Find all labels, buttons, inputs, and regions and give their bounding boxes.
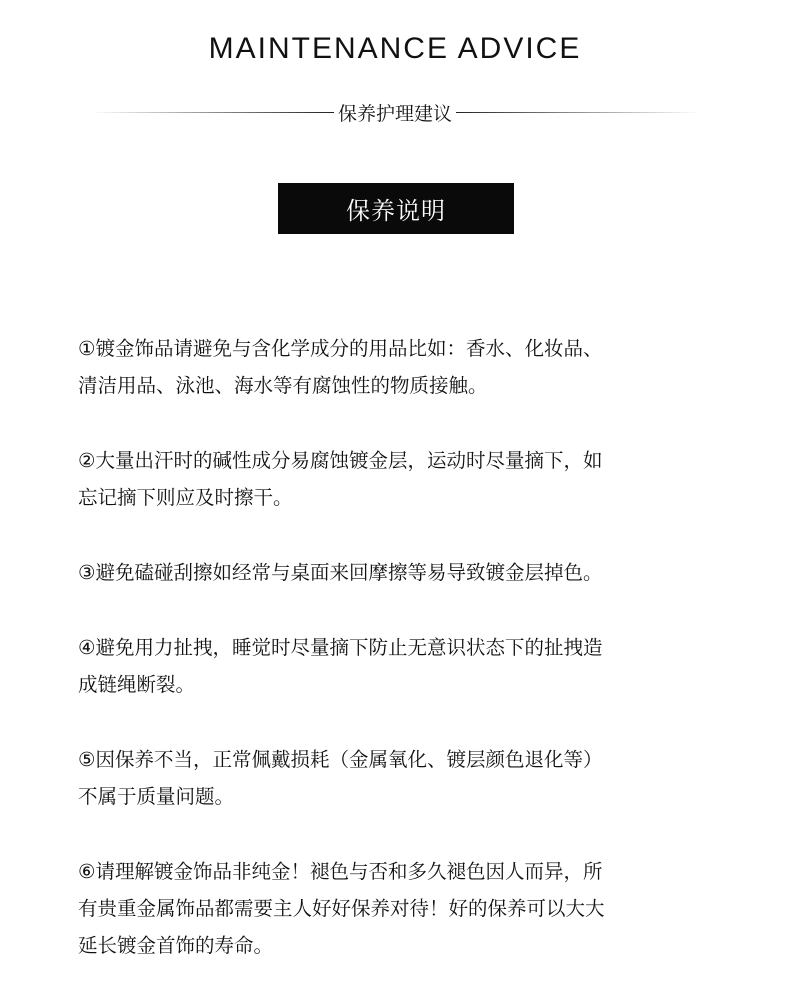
advice-line: 清洁用品、泳池、海水等有腐蚀性的物质接触。 [78, 374, 488, 397]
advice-line: ⑥请理解镀金饰品非纯金！褪色与否和多久褪色因人而异，所 [78, 860, 603, 883]
advice-line: ②大量出汗时的碱性成分易腐蚀镀金层，运动时尽量摘下，如 [78, 449, 603, 472]
right-divider [456, 112, 700, 113]
advice-line: 不属于质量问题。 [78, 785, 235, 808]
section-banner: 保养说明 [278, 183, 514, 234]
page-title: MAINTENANCE ADVICE [208, 32, 582, 65]
advice-item-4 [78, 629, 718, 703]
advice-item-2 [78, 442, 718, 516]
left-divider [90, 112, 334, 113]
advice-line: ①镀金饰品请避免与含化学成分的用品比如：香水、化妆品、 [78, 337, 603, 360]
page-subtitle: 保养护理建议 [338, 102, 453, 125]
advice-item-3 [78, 554, 718, 591]
advice-line: ④避免用力扯拽，睡觉时尽量摘下防止无意识状态下的扯拽造 [78, 636, 603, 659]
advice-line: ⑤因保养不当，正常佩戴损耗（金属氧化、镀层颜色退化等） [78, 748, 603, 771]
advice-line: 延长镀金首饰的寿命。 [78, 934, 274, 957]
advice-item-5 [78, 741, 718, 815]
advice-list [78, 330, 718, 1002]
advice-line: 忘记摘下则应及时擦干。 [78, 486, 293, 509]
advice-line: ③避免磕碰刮擦如经常与桌面来回摩擦等易导致镀金层掉色。 [78, 561, 603, 584]
advice-line: 成链绳断裂。 [78, 673, 196, 696]
subtitle-row [90, 97, 700, 127]
advice-item-6 [78, 853, 718, 964]
advice-item-1 [78, 330, 718, 404]
advice-line: 有贵重金属饰品都需要主人好好保养对待！好的保养可以大大 [78, 897, 605, 920]
